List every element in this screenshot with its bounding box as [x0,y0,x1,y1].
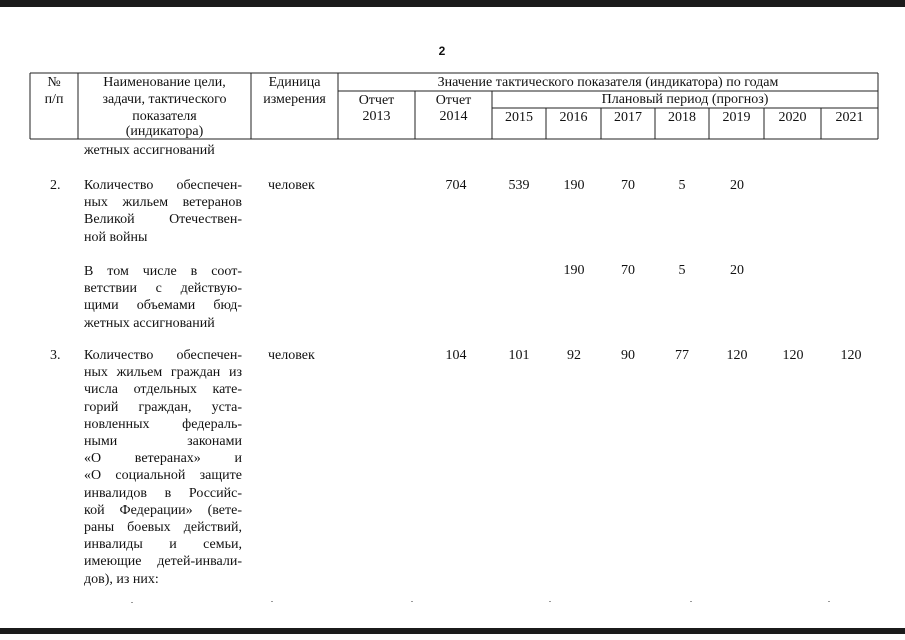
header-year-2019: 2019 [722,110,751,125]
header-unit-line2: измерения [263,92,326,107]
row-3-value-2014: 104 [445,348,467,363]
bottom-border-bar [0,628,905,634]
row-2-value-2014: 704 [445,178,467,193]
scan-speck [828,601,830,602]
row-2-value-2017: 70 [621,178,635,193]
scan-speck [131,602,133,603]
header-year-2017: 2017 [614,110,642,125]
row-2-value-2019: 20 [730,178,744,193]
row-3-value-2019: 120 [726,348,748,363]
row-3-description: Количество обеспечен- ных жильем граждан из числа отдельных кате- горий граждан, уста- новленных федераль- ными законами «О ветеранах» и «О социальной защите инвалидов в Российс- кой Федерации» (вете- раны боевых действий, инвалиды и семьи, имеющие детей-инвали- дов), из них: [84,348,242,587]
row-2-subrow-value-2016: 190 [563,263,585,278]
row-2-value-2015: 539 [508,178,530,193]
header-report-2013-label: Отчет [358,93,395,108]
header-report-2013-year: 2013 [362,109,391,124]
row-3-value-2017: 90 [621,348,635,363]
header-group-title: Значение тактического показателя (индикатора) по годам [437,75,779,90]
header-report-2014-label: Отчет [435,93,472,108]
row-3-value-2015: 101 [508,348,530,363]
header-name-line3: показателя [132,109,197,124]
page-number: 2 [438,44,446,58]
row-2-subrow-value-2017: 70 [621,263,635,278]
header-name-line4: (индикатора) [125,124,204,139]
row-2-value-2018: 5 [678,178,686,193]
header-unit-line1: Единица [268,75,321,90]
scan-speck [411,601,413,602]
header-name-line1: Наименование цели, [103,75,226,90]
header-name-line2: задачи, тактического [102,92,227,107]
header-report-2014-year: 2014 [439,109,468,124]
row-2-value-2016: 190 [563,178,585,193]
row-2-number: 2. [50,178,61,193]
header-planned-title: Плановый период (прогноз) [601,92,769,107]
scan-speck [271,601,273,602]
row-3-value-2016: 92 [567,348,581,363]
header-year-2015: 2015 [505,110,533,125]
header-no-line1: № [47,75,61,90]
header-year-2020: 2020 [778,110,807,125]
row-3-value-2018: 77 [675,348,689,363]
row-2-description: Количество обеспечен- ных жильем ветеранов Великой Отечествен- ной войны [84,178,242,245]
header-no-line2: п/п [44,92,64,107]
row-3-value-2020: 120 [782,348,804,363]
scan-speck [549,601,551,602]
row-2-subrow-value-2018: 5 [678,263,686,278]
row-2-subrow-value-2019: 20 [730,263,744,278]
header-year-2021: 2021 [835,110,864,125]
header-year-2016: 2016 [559,110,588,125]
row-2-unit: человек [268,178,315,193]
header-year-2018: 2018 [668,110,696,125]
scan-speck [690,601,692,602]
row-3-number: 3. [50,348,61,363]
row-2-subrow-description: В том числе в соот- ветствии с действую- щими объемами бюд- жетных ассигнований [84,264,242,331]
continuation-line: жетных ассигнований [84,143,215,158]
row-3-value-2021: 120 [840,348,862,363]
row-3-unit: человек [268,348,315,363]
